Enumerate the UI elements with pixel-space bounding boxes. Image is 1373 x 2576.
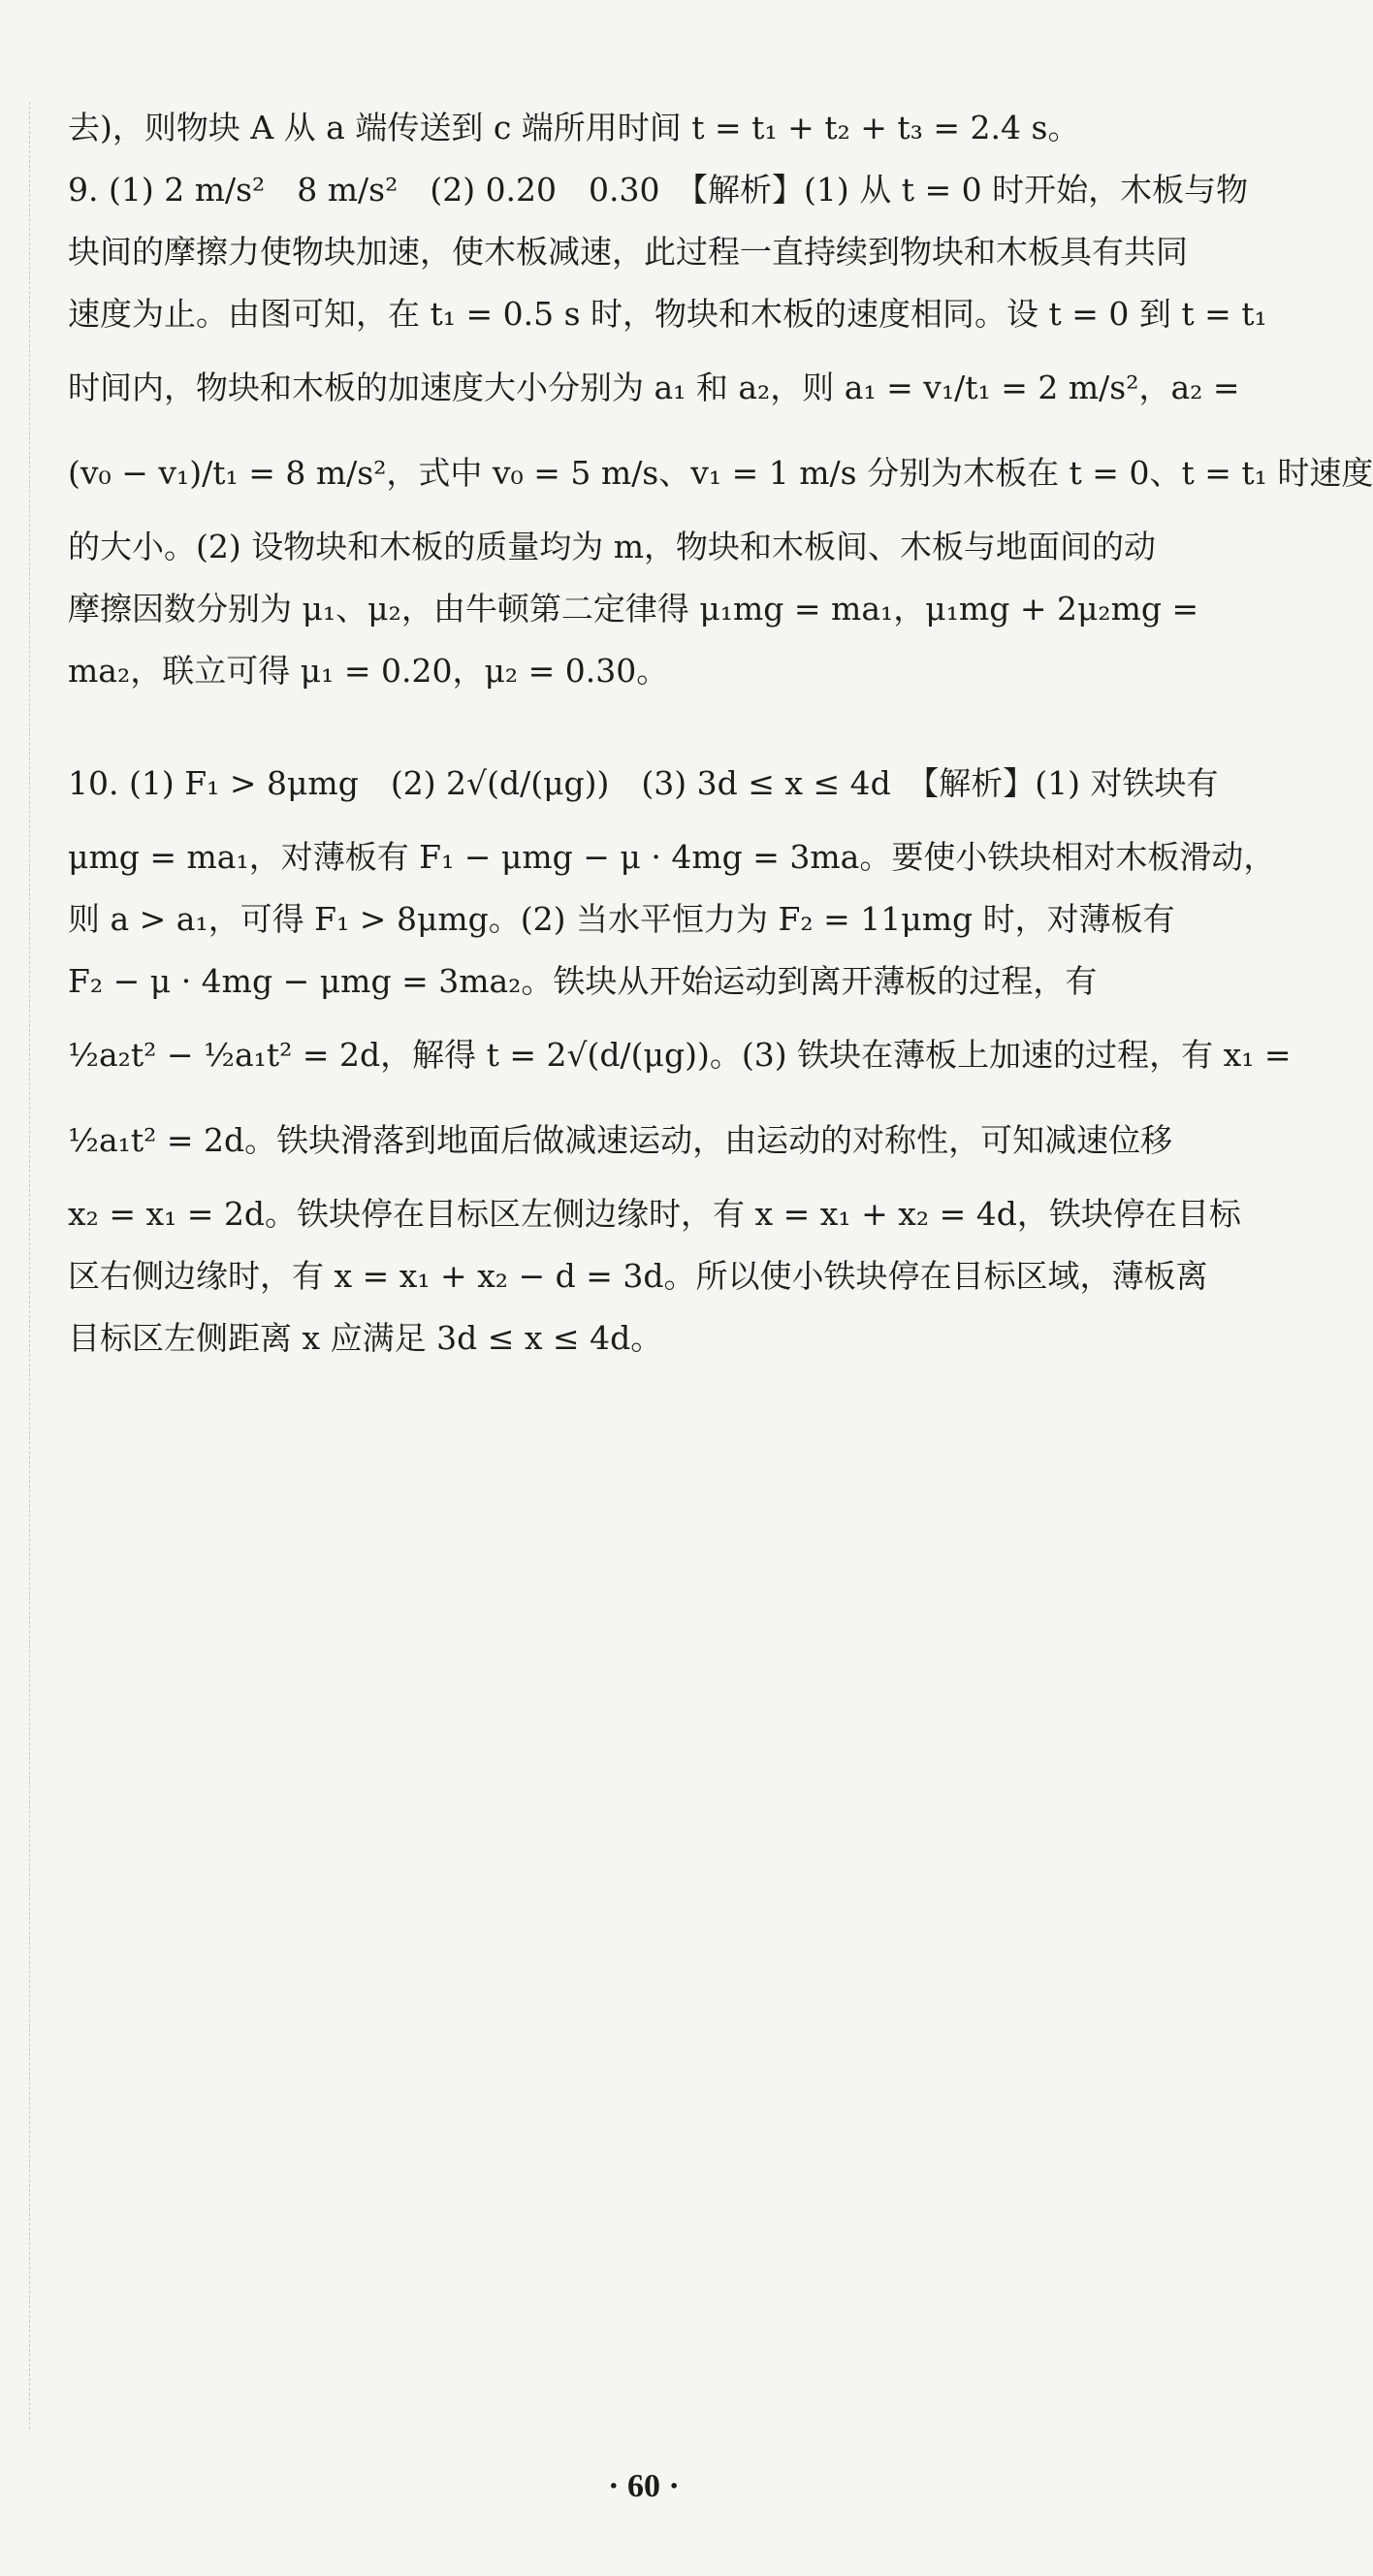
page-number: · 60 ·: [608, 2468, 680, 2504]
text-line: 摩擦因数分别为 μ₁、μ₂，由牛顿第二定律得 μ₁mg = ma₁，μ₁mg + 2μ₂mg =: [68, 590, 1199, 628]
text-line: 区右侧边缘时，有 x = x₁ + x₂ − d = 3d。所以使小铁块停在目标区域，薄板离: [68, 1257, 1208, 1295]
question-9-line: 9. (1) 2 m/s² 8 m/s² (2) 0.20 0.30 【解析】(1) 从 t = 0 时开始，木板与物: [68, 171, 1249, 209]
text-line: 的大小。(2) 设物块和木板的质量均为 m，物块和木板间、木板与地面间的动: [68, 528, 1157, 565]
text-line: 块间的摩擦力使物块加速，使木板减速，此过程一直持续到物块和木板具有共同: [68, 233, 1188, 271]
text-line: F₂ − μ · 4mg − μmg = 3ma₂。铁块从开始运动到离开薄板的过程，有: [68, 962, 1098, 1000]
text-line: 目标区左侧距离 x 应满足 3d ≤ x ≤ 4d。: [68, 1319, 663, 1357]
text-line: (v₀ − v₁)/t₁ = 8 m/s²，式中 v₀ = 5 m/s、v₁ = 1 m/s 分别为木板在 t = 0、t = t₁ 时速度: [68, 454, 1373, 492]
text-line: ½a₁t² = 2d。铁块滑落到地面后做减速运动，由运动的对称性，可知减速位移: [68, 1121, 1173, 1159]
text-line: μmg = ma₁，对薄板有 F₁ − μmg − μ · 4mg = 3ma。要使小铁块相对木板滑动，: [68, 838, 1276, 876]
answer-text: [68, 97, 1373, 1369]
text-line: 速度为止。由图可知，在 t₁ = 0.5 s 时，物块和木板的速度相同。设 t = 0 到 t = t₁: [68, 295, 1267, 333]
text-line: 时间内，物块和木板的加速度大小分别为 a₁ 和 a₂，则 a₁ = v₁/t₁ = 2 m/s²，a₂ =: [68, 369, 1240, 406]
text-line: 去)，则物块 A 从 a 端传送到 c 端所用时间 t = t₁ + t₂ + t₃ = 2.4 s。: [68, 109, 1080, 146]
question-10-line: 10. (1) F₁ > 8μmg (2) 2√(d/(μg)) (3) 3d ≤ x ≤ 4d 【解析】(1) 对铁块有: [68, 764, 1219, 802]
margin-rule: [29, 102, 30, 2430]
text-line: 则 a > a₁，可得 F₁ > 8μmg。(2) 当水平恒力为 F₂ = 11μmg 时，对薄板有: [68, 900, 1175, 938]
text-line: x₂ = x₁ = 2d。铁块停在目标区左侧边缘时，有 x = x₁ + x₂ = 4d，铁块停在目标: [68, 1195, 1241, 1233]
text-line: ma₂，联立可得 μ₁ = 0.20，μ₂ = 0.30。: [68, 652, 669, 690]
text-line: ½a₂t² − ½a₁t² = 2d，解得 t = 2√(d/(μg))。(3) 铁块在薄板上加速的过程，有 x₁ =: [68, 1036, 1292, 1074]
